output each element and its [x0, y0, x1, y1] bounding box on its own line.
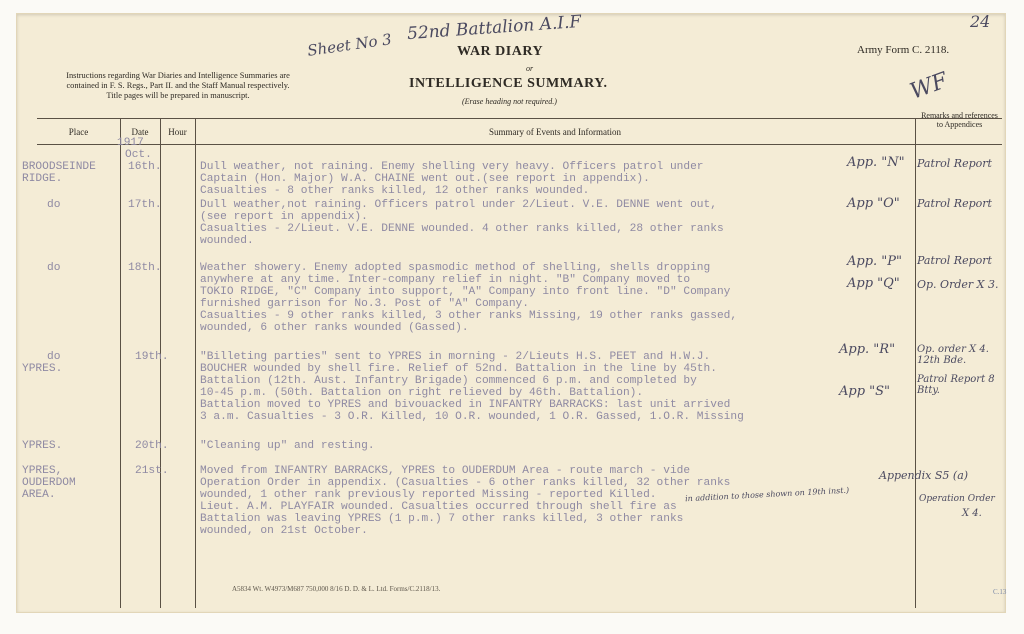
entry6-line5: Battalion was leaving YPRES (1 p.m.) 7 other ranks killed, 3 other ranks — [200, 513, 684, 525]
entry4-line4: 10-45 p.m. (50th. Battalion on right relieved by 46th. Battalion). — [200, 387, 644, 399]
entry5-line1: "Cleaning up" and resting. — [200, 440, 375, 452]
entry1-line2: Captain (Hon. Major) W.A. CHAINE went out.(see report in appendix). — [200, 173, 650, 185]
entry6-place: YPRES, — [22, 465, 63, 477]
entry4-date: 19th. — [135, 351, 169, 363]
entry6-line3: wounded, 1 other rank previously reported Missing - reported Killed. — [200, 489, 657, 501]
header-hour: Hour — [168, 127, 187, 137]
entry6-place-line2: OUDERDOM — [22, 477, 76, 489]
column-divider-remarks — [915, 118, 916, 608]
corner-mark: C.13 — [993, 588, 1007, 596]
entry3-line3: TOKIO RIDGE, "C" Company into support, "A" Company into front line. "D" Company — [200, 286, 731, 298]
diary-page — [16, 13, 1006, 613]
entry2-remarks: Patrol Report — [917, 197, 992, 210]
entry6-place-line3: AREA. — [22, 489, 56, 501]
entry6-line4: Lieut. A.M. PLAYFAIR wounded. Casualties occurred through shell fire as — [200, 501, 677, 513]
entry3-line2: anywhere at any time. Inter-company relief in night. "B" Company moved to — [200, 274, 691, 286]
entry2-line3: Casualties - 2/Lieut. V.E. DENNE wounded. 4 other ranks killed, 28 other ranks — [200, 223, 724, 235]
entry4-line6: 3 a.m. Casualties - 3 O.R. Killed, 10 O.R. wounded, 1 O.R. Gassed, 1.O.R. Missing — [200, 411, 744, 423]
entry3-place: do — [47, 262, 61, 274]
entry2-place: do — [47, 199, 61, 211]
entry6-line6: wounded, on 21st October. — [200, 525, 368, 537]
entry1-date: 16th. — [128, 161, 162, 173]
entry5-date: 20th. — [135, 440, 169, 452]
entry4-place-line2: YPRES. — [22, 363, 63, 375]
entry4-line2: BOUCHER wounded by shell fire. Relief of 52nd. Battalion in the line by 45th. — [200, 363, 717, 375]
header-date: Date — [131, 127, 149, 137]
entry4-line3: Battalion (12th. Aust. Infantry Brigade) commenced 6 p.m. and completed by — [200, 375, 697, 387]
intelligence-summary-title: INTELLIGENCE SUMMARY. — [409, 76, 608, 91]
army-form-number: Army Form C. 2118. — [857, 44, 950, 56]
entry3-line6: wounded, 6 other ranks wounded (Gassed). — [200, 322, 469, 334]
handwritten-battalion: 52nd Battalion A.I.F — [406, 11, 582, 45]
entry2-line4: wounded. — [200, 235, 254, 247]
column-divider-hour — [195, 118, 196, 608]
war-diary-title: WAR DIARY — [457, 44, 544, 59]
handwritten-sheet-number: Sheet No 3 — [306, 30, 393, 60]
entry4-line1: "Billeting parties" sent to YPRES in morning - 2/Lieuts H.S. PEET and H.W.J. — [200, 351, 711, 363]
entry6-remarks-1: Operation Order — [919, 494, 995, 504]
entry3-appendix-1: App. "P" — [847, 254, 903, 269]
column-divider-place — [120, 118, 121, 608]
entry6-line2: Operation Order in appendix. (Casualties - 6 other ranks killed, 32 other ranks — [200, 477, 731, 489]
handwritten-initials: WF — [906, 68, 952, 105]
table-top-rule — [37, 118, 1002, 119]
entry1-line1: Dull weather, not raining. Enemy shelling very heavy. Officers patrol under — [200, 161, 704, 173]
header-place: Place — [68, 127, 89, 137]
entry3-remarks-1: Patrol Report — [917, 254, 992, 267]
entry3-line1: Weather showery. Enemy adopted spasmodic method of shelling, shells dropping — [200, 262, 711, 274]
entry4-appendix-2: App "S" — [839, 384, 891, 399]
entry4-place: do — [47, 351, 61, 363]
entry2-line2: (see report in appendix). — [200, 211, 368, 223]
instructions-text: Instructions regarding War Diaries and Intelligence Summaries are contained in F. S. Regs., Part II. and the Staff Manual respectively. Title pages will be prepared in manuscript. — [66, 71, 290, 100]
handwritten-page-number: 24 — [970, 12, 991, 31]
month-label: Oct. — [125, 149, 152, 161]
entry1-place-line2: RIDGE. — [22, 173, 63, 185]
header-remarks: Remarks and references to Appendices — [921, 111, 998, 129]
erase-heading-note: (Erase heading not required.) — [462, 97, 557, 106]
title-or: or — [526, 64, 534, 73]
entry1-line3: Casualties - 8 other ranks killed, 12 other ranks wounded. — [200, 185, 590, 197]
entry3-date: 18th. — [128, 262, 162, 274]
entry4-remarks-1: Op. order X 4. 12th Bde. — [917, 344, 989, 366]
entry1-remarks: Patrol Report — [917, 157, 992, 170]
entry6-appendix: Appendix S5 (a) — [879, 469, 969, 482]
entry6-remarks-2: X 4. — [962, 508, 982, 519]
entry3-remarks-2: Op. Order X 3. — [917, 278, 999, 291]
entry4-remarks-2: Patrol Report 8 Btty. — [917, 374, 995, 396]
entry6-date: 21st. — [135, 465, 169, 477]
entry2-line1: Dull weather,not raining. Officers patrol under 2/Lieut. V.E. DENNE went out, — [200, 199, 717, 211]
entry4-appendix-1: App. "R" — [839, 342, 896, 357]
form-print-line: A5834 Wt. W4973/M687 750,000 8/16 D. D. & L. Ltd. Forms/C.2118/13. — [232, 585, 441, 593]
entry6-line1: Moved from INFANTRY BARRACKS, YPRES to OUDERDUM Area - route march - vide — [200, 465, 691, 477]
entry6-handwritten-insert: in addition to those shown on 19th inst.) — [684, 485, 850, 504]
entry2-appendix: App "O" — [847, 196, 900, 211]
entry5-place: YPRES. — [22, 440, 63, 452]
table-header-rule — [37, 144, 1002, 145]
entry3-line4: furnished garrison for No.3. Post of "A" Company. — [200, 298, 529, 310]
year-label: 1917 — [117, 137, 144, 149]
entry1-place: BROODSEINDE — [22, 161, 96, 173]
entry2-date: 17th. — [128, 199, 162, 211]
entry4-line5: Battalion moved to YPRES and bivouacked in INFANTRY BARRACKS: last unit arrived — [200, 399, 731, 411]
entry1-appendix: App. "N" — [847, 155, 905, 170]
entry3-line5: Casualties - 9 other ranks killed, 3 other ranks Missing, 19 other ranks gassed, — [200, 310, 738, 322]
entry3-appendix-2: App "Q" — [847, 276, 900, 291]
header-summary: Summary of Events and Information — [489, 127, 621, 137]
